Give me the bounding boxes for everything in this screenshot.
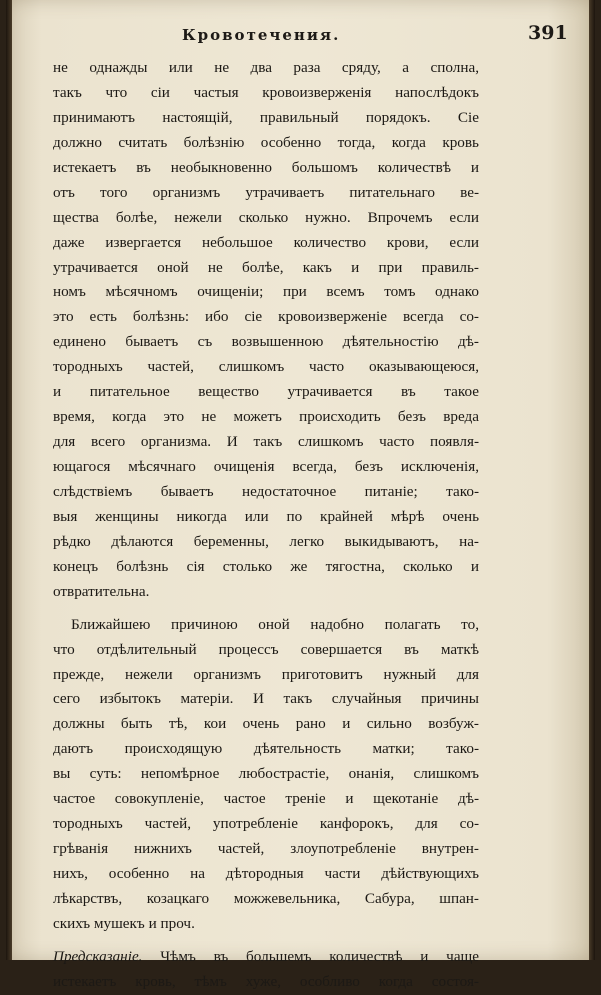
text-line-rest: Чѣмъ въ большемъ количествѣ и чаще (160, 947, 479, 965)
text-line: и питательное вещество утрачивается въ такое (53, 383, 479, 401)
text-line: конецъ болѣзнь сія столько же тягостна, сколько и (53, 557, 479, 575)
text-line: единено бываетъ съ возвышенною дѣятельностію дѣ- (53, 333, 479, 351)
paragraph-1 (53, 56, 479, 605)
text-line: время, когда это не можетъ происходить безъ вреда (53, 408, 479, 426)
paragraph-2 (53, 613, 479, 937)
text-line: ющагося мѣсячнаго очищенія всегда, безъ исключенія, (53, 458, 479, 475)
text-line: рѣдко дѣлаются беременны, легко выкидываютъ, на- (53, 532, 479, 550)
text-line: принимаютъ настоящій, правильный порядокъ. Сіе (53, 108, 479, 126)
text-line: грѣванія нижнихъ частей, злоупотребленіе внутрен- (53, 840, 479, 858)
text-line: щества болѣе, нежели сколько нужно. Впрочемъ если (53, 208, 479, 226)
text-line: утрачивается оной не болѣе, какъ и при правиль- (53, 258, 479, 276)
text-line: это есть болѣзнь: ибо сіе кровоизверженіе всегда со- (53, 308, 479, 326)
text-line: выя женщины никогда или по крайней мѣрѣ очень (53, 507, 479, 525)
text-line: сего избытокъ матеріи. И такъ случайныя причины (53, 690, 479, 708)
paragraph-gap (53, 937, 479, 945)
text-line (53, 945, 479, 970)
text-line: прежде, нежели организмъ приготовитъ нужный для (53, 665, 479, 683)
page-binding-shadow-left (6, 0, 12, 960)
text-line: отвратительна. (53, 582, 150, 600)
text-line: вы суть: непомѣрное любострастіе, онанія, слишкомъ (53, 765, 479, 783)
text-line: не однажды или не два раза сряду, а сполна, (53, 59, 479, 76)
text-line: Ближайшею причиною оной надобно полагать то, (71, 615, 479, 633)
text-line: истекаетъ въ необыкновенно большомъ количествѣ и (53, 158, 479, 176)
text-line: лѣкарствъ, козацкаго можжевельника, Сабура, шпан- (53, 889, 479, 907)
text-line: отъ того организмъ утрачиваетъ питательнаго ве- (53, 183, 479, 201)
text-line: должны быть тѣ, кои очень рано и сильно возбуж- (53, 715, 479, 733)
text-line: тородныхъ частей, употребленіе канфорокъ, для со- (53, 815, 479, 833)
book-page (6, 0, 595, 990)
text-line: даже извергается небольшое количество крови, если (53, 233, 479, 251)
text-line: что отдѣлительный процессъ совершается въ маткѣ (53, 640, 479, 658)
page-number: 391 (528, 22, 568, 44)
text-line: номъ мѣсячномъ очищеніи; при всемъ томъ однако (53, 283, 479, 301)
text-line: должно считать болѣзнію особенно тогда, когда кровь (53, 133, 479, 151)
text-line: тородныхъ частей, слишкомъ часто оказывающеюся, (53, 358, 479, 376)
text-line: для всего организма. И такъ слишкомъ часто появля- (53, 433, 479, 451)
text-line: нихъ, особенно на дѣтородныя части дѣйствующихъ (53, 865, 479, 882)
section-lead-prognosis: Предсказаніе. (53, 947, 143, 965)
text-line: даютъ проиcходящую дѣятельность матки; тако- (53, 740, 479, 758)
text-line: скихъ мушекъ и проч. (53, 914, 195, 932)
page-binding-shadow-right (589, 0, 595, 960)
text-line: истекаетъ кровь, тѣмъ хуже, особливо когда состоя- (53, 972, 479, 990)
text-line: частое совокупленіе, частое треніе и щекотаніе дѣ- (53, 790, 479, 808)
text-line: такъ что сіи частыя кровоизверженія напослѣдокъ (53, 83, 479, 101)
paragraph-gap (53, 605, 479, 613)
text-line: слѣдствіемъ бываетъ недостаточное питаніе; тако- (53, 482, 479, 500)
running-header-title: Кровотечения. (182, 26, 341, 44)
paragraph-3 (53, 945, 479, 995)
body-text (53, 56, 479, 995)
